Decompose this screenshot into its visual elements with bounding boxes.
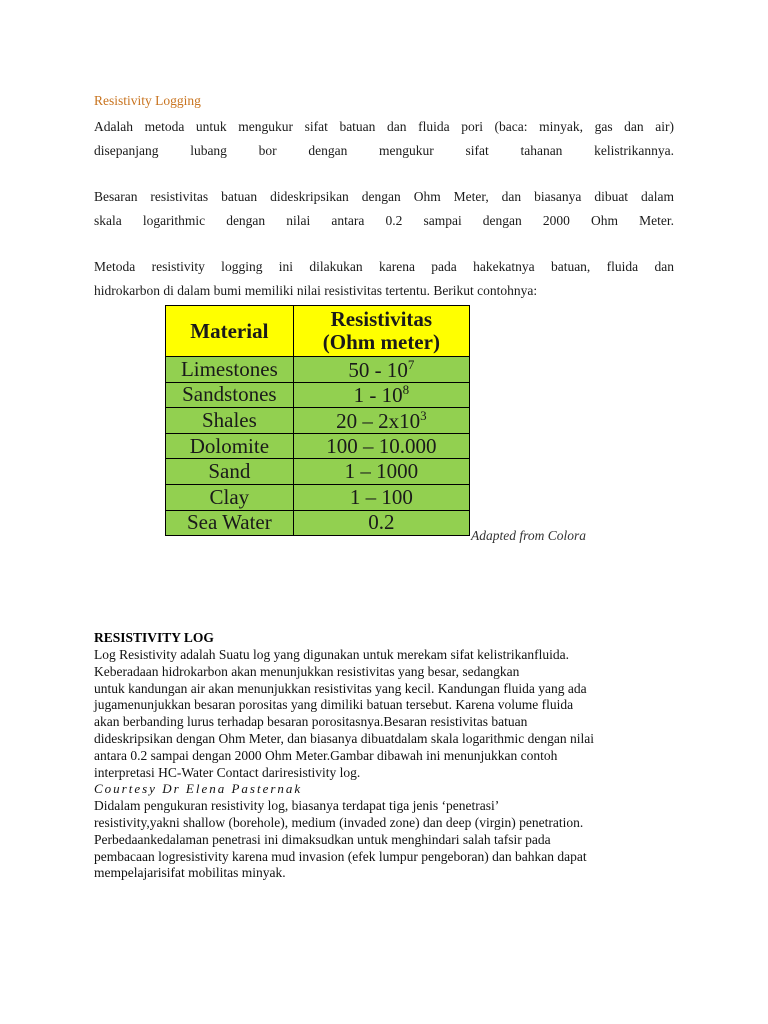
body-line: antara 0.2 sampai dengan 2000 Ohm Meter.Gambar dibawah ini menunjukkan contoh bbox=[94, 747, 558, 763]
resistivity-value: 100 – 10.000 bbox=[326, 433, 437, 458]
body-line: interpretasi HC-Water Contact dariresistivity log. bbox=[94, 764, 361, 780]
resistivity-value: 1 – 100 bbox=[349, 484, 413, 509]
table-row bbox=[166, 433, 470, 459]
resistivity-log-title: RESISTIVITY LOG bbox=[94, 630, 214, 645]
body-line: Keberadaan hidrokarbon akan menunjukkan resistivitas yang besar, sedangkan bbox=[94, 663, 520, 679]
resistivity-cell bbox=[293, 433, 469, 459]
material-cell: Sand bbox=[166, 459, 294, 485]
material-cell: Limestones bbox=[166, 357, 294, 383]
table-row bbox=[166, 382, 470, 408]
resistivity-value: 0.2 bbox=[368, 510, 395, 535]
body-line: resistivity,yakni shallow (borehole), medium (invaded zone) dan deep (virgin) penetration. bbox=[94, 814, 584, 830]
table-header-row bbox=[166, 306, 470, 357]
section-title: Resistivity Logging bbox=[94, 93, 201, 108]
body-line: mempelajarisifat mobilitas minyak. bbox=[94, 865, 286, 881]
body-line: pembacaan logresistivity karena mud invasion (efek lumpur pengeboran) dan bahkan dapat bbox=[94, 848, 587, 864]
material-cell: Shales bbox=[166, 408, 294, 434]
body-line: dideskripsikan dengan Ohm Meter, dan biasanya dibuatdalam skala logarithmic dengan nilai bbox=[94, 730, 594, 746]
body-line: untuk kandungan air akan menunjukkan resistivitas yang kecil. Kandungan fluida yang ada bbox=[94, 680, 587, 696]
body-line: jugamenunjukkan besaran porositas yang dimiliki batuan tersebut. Karena volume fluida bbox=[94, 697, 574, 713]
paragraph-1-line-1: Adalah metoda untuk mengukur sifat batuan dan fluida pori (baca: minyak, gas dan air) bbox=[94, 119, 674, 134]
resistivity-value: 1 - 10 bbox=[353, 383, 403, 408]
resistivity-exponent: 3 bbox=[420, 407, 427, 423]
header-material bbox=[166, 306, 294, 357]
paragraph-2-line-1: Besaran resistivitas batuan dideskripsikan dengan Ohm Meter, dan biasanya dibuat dalam bbox=[94, 189, 674, 204]
table-row bbox=[166, 484, 470, 510]
resistivity-value: 1 – 1000 bbox=[344, 459, 419, 484]
resistivity-cell bbox=[293, 510, 469, 536]
header-resistivity bbox=[293, 306, 469, 357]
resistivity-exponent: 8 bbox=[402, 382, 410, 398]
resistivity-value: 50 - 10 bbox=[348, 357, 408, 382]
resistivity-cell bbox=[293, 382, 469, 408]
header-resistivity-line-2: (Ohm meter) bbox=[322, 330, 440, 354]
material-cell: Dolomite bbox=[166, 433, 294, 459]
table-row bbox=[166, 510, 470, 536]
body-line: Didalam pengukuran resistivity log, biasanya terdapat tiga jenis ‘penetrasi’ bbox=[94, 798, 500, 814]
resistivity-exponent: 7 bbox=[407, 356, 415, 372]
paragraph-3-line-2: hidrokarbon di dalam bumi memiliki nilai resistivitas tertentu. Berikut contohnya: bbox=[94, 283, 538, 298]
resistivity-table bbox=[165, 305, 470, 536]
body-line: Log Resistivity adalah Suatu log yang digunakan untuk merekam sifat kelistrikanfluida. bbox=[94, 647, 570, 662]
paragraph-2-line-2: skala logarithmic dengan nilai antara 0.2 sampai dengan 2000 Ohm Meter. bbox=[94, 213, 674, 228]
resistivity-cell bbox=[293, 408, 469, 434]
resistivity-cell bbox=[293, 357, 469, 383]
resistivity-log-body bbox=[94, 647, 694, 882]
header-resistivity-line-1: Resistivitas bbox=[330, 307, 433, 331]
header-material-label: Material bbox=[190, 318, 269, 343]
paragraph-3-line-1: Metoda resistivity logging ini dilakukan karena pada hakekatnya batuan, fluida dan bbox=[94, 259, 674, 274]
table-caption: Adapted from Colora bbox=[471, 528, 587, 543]
table-row bbox=[166, 408, 470, 434]
body-line: akan berbanding lurus terhadap besaran porositasnya.Besaran resistivitas batuan bbox=[94, 714, 528, 730]
courtesy-credit: Courtesy Dr Elena Pasternak bbox=[94, 781, 303, 797]
table-row bbox=[166, 357, 470, 383]
resistivity-cell bbox=[293, 459, 469, 485]
material-cell: Clay bbox=[166, 484, 294, 510]
table-row bbox=[166, 459, 470, 485]
resistivity-value: 20 – 2x10 bbox=[336, 408, 421, 433]
body-line: Perbedaankedalaman penetrasi ini dimaksudkan untuk menghindari salah tafsir pada bbox=[94, 831, 551, 847]
resistivity-cell bbox=[293, 484, 469, 510]
paragraph-1-line-2: disepanjang lubang bor dengan mengukur sifat tahanan kelistrikannya. bbox=[94, 143, 674, 158]
material-cell: Sea Water bbox=[166, 510, 294, 536]
material-cell: Sandstones bbox=[166, 382, 294, 408]
